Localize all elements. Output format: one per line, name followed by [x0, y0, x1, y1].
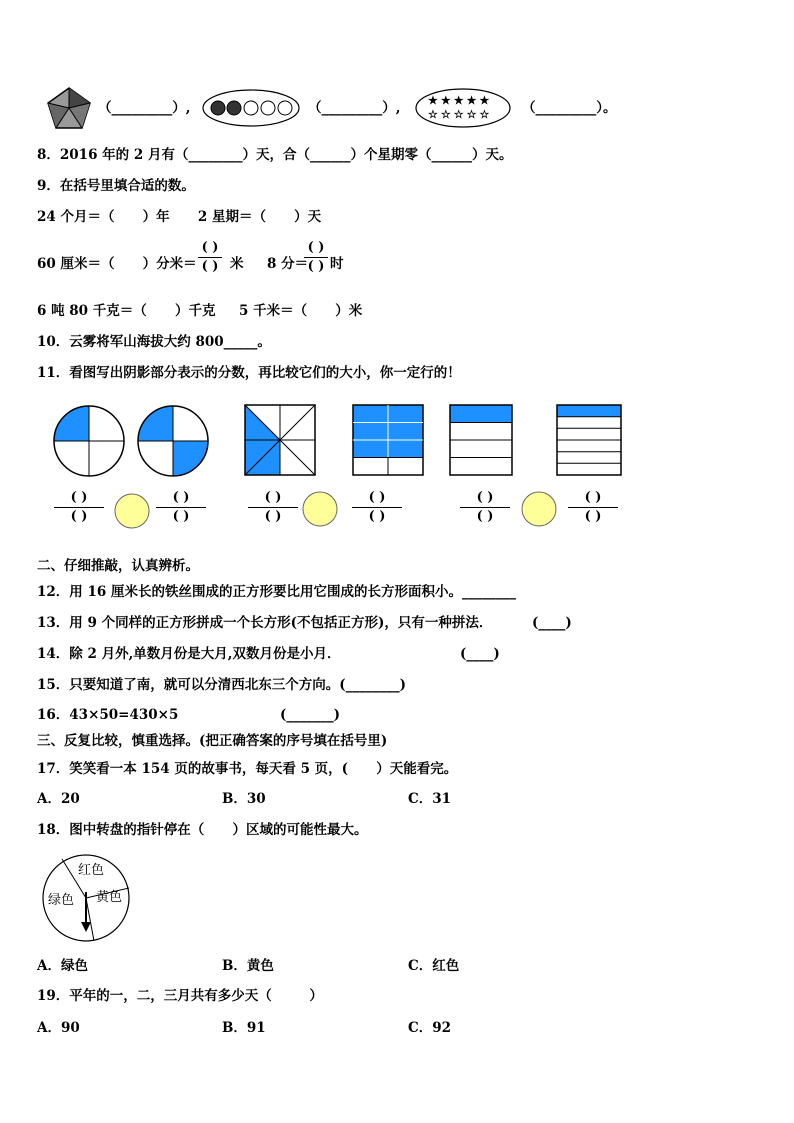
question-14: 14．除 2 月外,单数月份是大月,双数月份是小月． — [37, 646, 341, 662]
question-14-blank: (____) — [460, 646, 500, 662]
bars-quarter-figure — [449, 404, 513, 476]
fraction-answer-1: ( ) ( ) — [54, 490, 104, 525]
blank-circles: （_________）, — [308, 100, 401, 116]
q18-option-c: C．红色 — [408, 958, 460, 974]
spinner-label-yellow: 黄色 — [96, 890, 123, 905]
q19-option-b: B．91 — [222, 1020, 266, 1036]
question-9-row3: 6 吨 80 千克＝（ ）千克 5 千米＝（ ）米 — [37, 303, 363, 319]
fraction-answer-5: ( ) ( ) — [460, 490, 510, 525]
compare-circle-2[interactable] — [301, 490, 339, 528]
blank-pentagon: （_________）, — [98, 100, 191, 116]
blank-stars: （_________）。 — [522, 100, 617, 116]
circles-figure — [201, 88, 301, 128]
question-16: 16．43×50=430×5 — [37, 707, 179, 723]
q17-option-c: C．31 — [408, 791, 452, 807]
question-13-blank: (____) — [532, 615, 572, 631]
question-13: 13．用 9 个同样的正方形拼成一个长方形(不包括正方形)，只有一种拼法． — [37, 615, 493, 631]
question-10: 10．云雾将军山海拔大约 800_____。 — [37, 334, 271, 350]
fraction-answer-3: ( ) ( ) — [248, 490, 298, 525]
question-11: 11．看图写出阴影部分表示的分数，再比较它们的大小，你一定行的！ — [37, 365, 461, 381]
fraction-decimeter: ( ) ( ) — [198, 240, 222, 275]
circle-quarter-figure — [52, 404, 126, 478]
q17-option-b: B．30 — [222, 791, 266, 807]
compare-circle-3[interactable] — [520, 490, 558, 528]
section-2-title: 二、仔细推敲，认真辨析。 — [37, 558, 199, 574]
q17-option-a: A．20 — [37, 791, 80, 807]
fraction-answer-6: ( ) ( ) — [568, 490, 618, 525]
question-8: 8．2016 年的 2 月有（________）天，合（______）个星期零（______）天。 — [37, 147, 513, 163]
bars-sixth-figure — [556, 404, 622, 476]
fraction-hour: ( ) ( ) — [304, 240, 328, 275]
square-triangles-figure — [244, 404, 316, 476]
question-9-row2b: 米 8 分＝ — [230, 256, 309, 272]
spinner-label-green: 绿色 — [48, 893, 75, 908]
fraction-answer-4: ( ) ( ) — [352, 490, 402, 525]
question-19: 19．平年的一，二，三月共有多少天（ ） — [37, 988, 323, 1004]
question-9-row2a: 60 厘米＝（ ）分米＝ — [37, 256, 197, 272]
question-15: 15．只要知道了南，就可以分清西北东三个方向。(________) — [37, 677, 407, 693]
question-9: 9．在括号里填合适的数。 — [37, 178, 195, 194]
stars-bottom: ☆☆☆☆☆ — [428, 108, 493, 121]
pentagon-figure — [46, 86, 92, 130]
spinner-label-red: 红色 — [78, 863, 105, 878]
q19-option-c: C．92 — [408, 1020, 452, 1036]
question-18: 18．图中转盘的指针停在（ ）区域的可能性最大。 — [37, 822, 368, 838]
question-12: 12．用 16 厘米长的铁丝围成的正方形要比用它围成的长方形面积小。________ — [37, 584, 516, 600]
question-9-row1: 24 个月＝（ ）年 2 星期＝（ ）天 — [37, 209, 322, 225]
question-9-row2c: 时 — [330, 256, 344, 272]
question-16-blank: (_______) — [280, 707, 341, 723]
q18-option-b: B．黄色 — [222, 958, 274, 974]
compare-circle-1[interactable] — [113, 492, 151, 530]
grid-eighths-figure — [352, 404, 424, 476]
q19-option-a: A．90 — [37, 1020, 80, 1036]
stars-top: ★★★★★ — [428, 94, 493, 107]
fraction-answer-2: ( ) ( ) — [156, 490, 206, 525]
section-3-title: 三、反复比较，慎重选择。(把正确答案的序号填在括号里) — [37, 733, 388, 749]
q18-option-a: A．绿色 — [37, 958, 88, 974]
question-17: 17．笑笑看一本 154 页的故事书，每天看 5 页，( ）天能看完。 — [37, 761, 458, 777]
circle-half-figure — [136, 404, 210, 478]
